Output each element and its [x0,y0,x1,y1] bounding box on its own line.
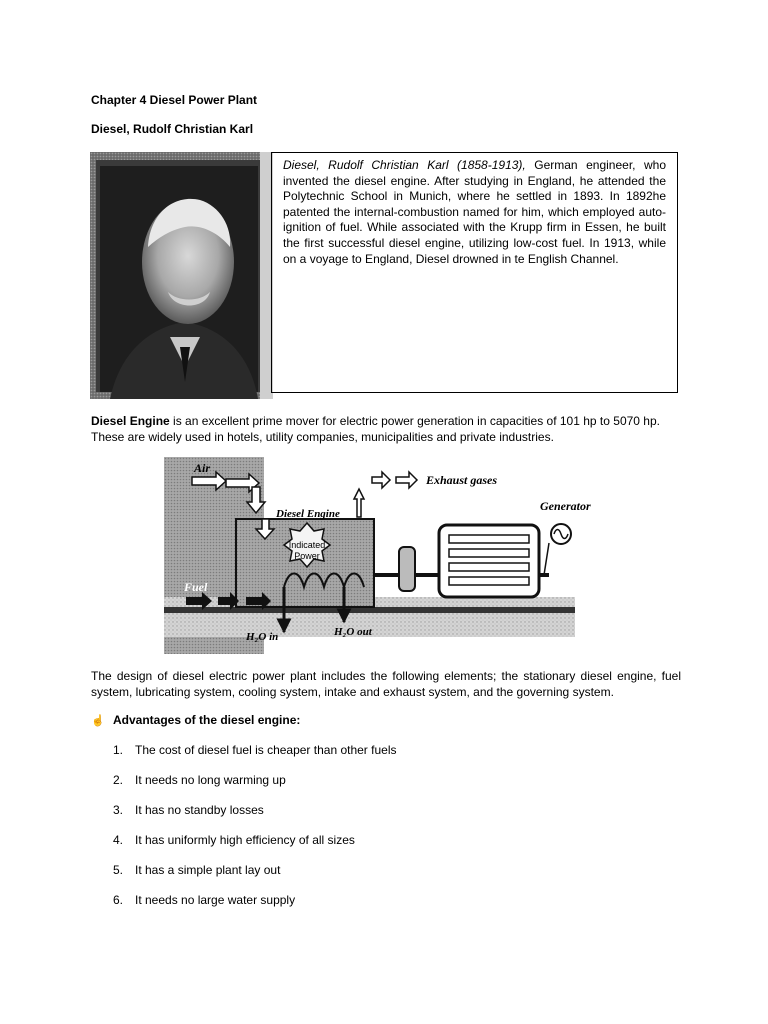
list-item: 1. The cost of diesel fuel is cheaper than other fuels [113,743,397,757]
label-power: Power [294,551,320,561]
advantages-heading-text: Advantages of the diesel engine: [113,713,301,727]
label-generator: Generator [540,499,591,513]
list-item: 3. It has no standby losses [113,803,264,817]
label-indicated: Indicated [288,540,326,550]
diesel-engine-term: Diesel Engine [91,414,170,428]
design-elements-paragraph: The design of diesel electric power plant includes the following elements; the stationary diesel engine, fuel system, lubricating system, cooling system, intake and exhaust system, and the governing system. [91,669,681,699]
chapter-title: Chapter 4 Diesel Power Plant [91,93,258,107]
advantages-list [113,743,397,923]
section-subtitle: Diesel, Rudolf Christian Karl [91,122,254,136]
label-water-out: H₂O out [334,626,372,638]
list-item: 6. It needs no large water supply [113,893,296,907]
diesel-engine-paragraph [91,414,681,445]
bio-name: Diesel, Rudolf Christian Karl (1858-1913), [283,158,526,172]
bio-text: German engineer, who invented the diesel engine. After studying in England, he attended the Polytechnic School in Munich, where he settled in 1893. In 1892he patented the internal-combustion named for him, which employed auto-ignition of fuel. While associated with the Krupp firm in Essen, he built the first successful diesel engine, utilizing low-cost fuel. In 1913, while on a voyage to England, Diesel drowned in te English Channel. [283,158,666,266]
bio-box [271,152,678,393]
diesel-plant-diagram [164,457,591,654]
list-item: 5. It has a simple plant lay out [113,863,281,877]
list-item: 2. It needs no long warming up [113,773,286,787]
label-exhaust: Exhaust gases [426,473,498,487]
label-water-in: H₂O in [246,631,279,643]
advantages-heading [91,713,300,727]
list-item: 4. It has uniformly high efficiency of all sizes [113,833,355,847]
label-air: Air [194,461,211,475]
label-diesel-engine: Diesel Engine [276,508,340,520]
pointing-hand-icon: ☝ [91,715,105,727]
label-fuel: Fuel [184,580,208,594]
diesel-engine-description: is an excellent prime mover for electric power generation in capacities of 101 hp to 5070 hp. These are widely used in hotels, utility companies, municipalities and private industries. [91,414,660,444]
portrait-photo [90,152,273,399]
